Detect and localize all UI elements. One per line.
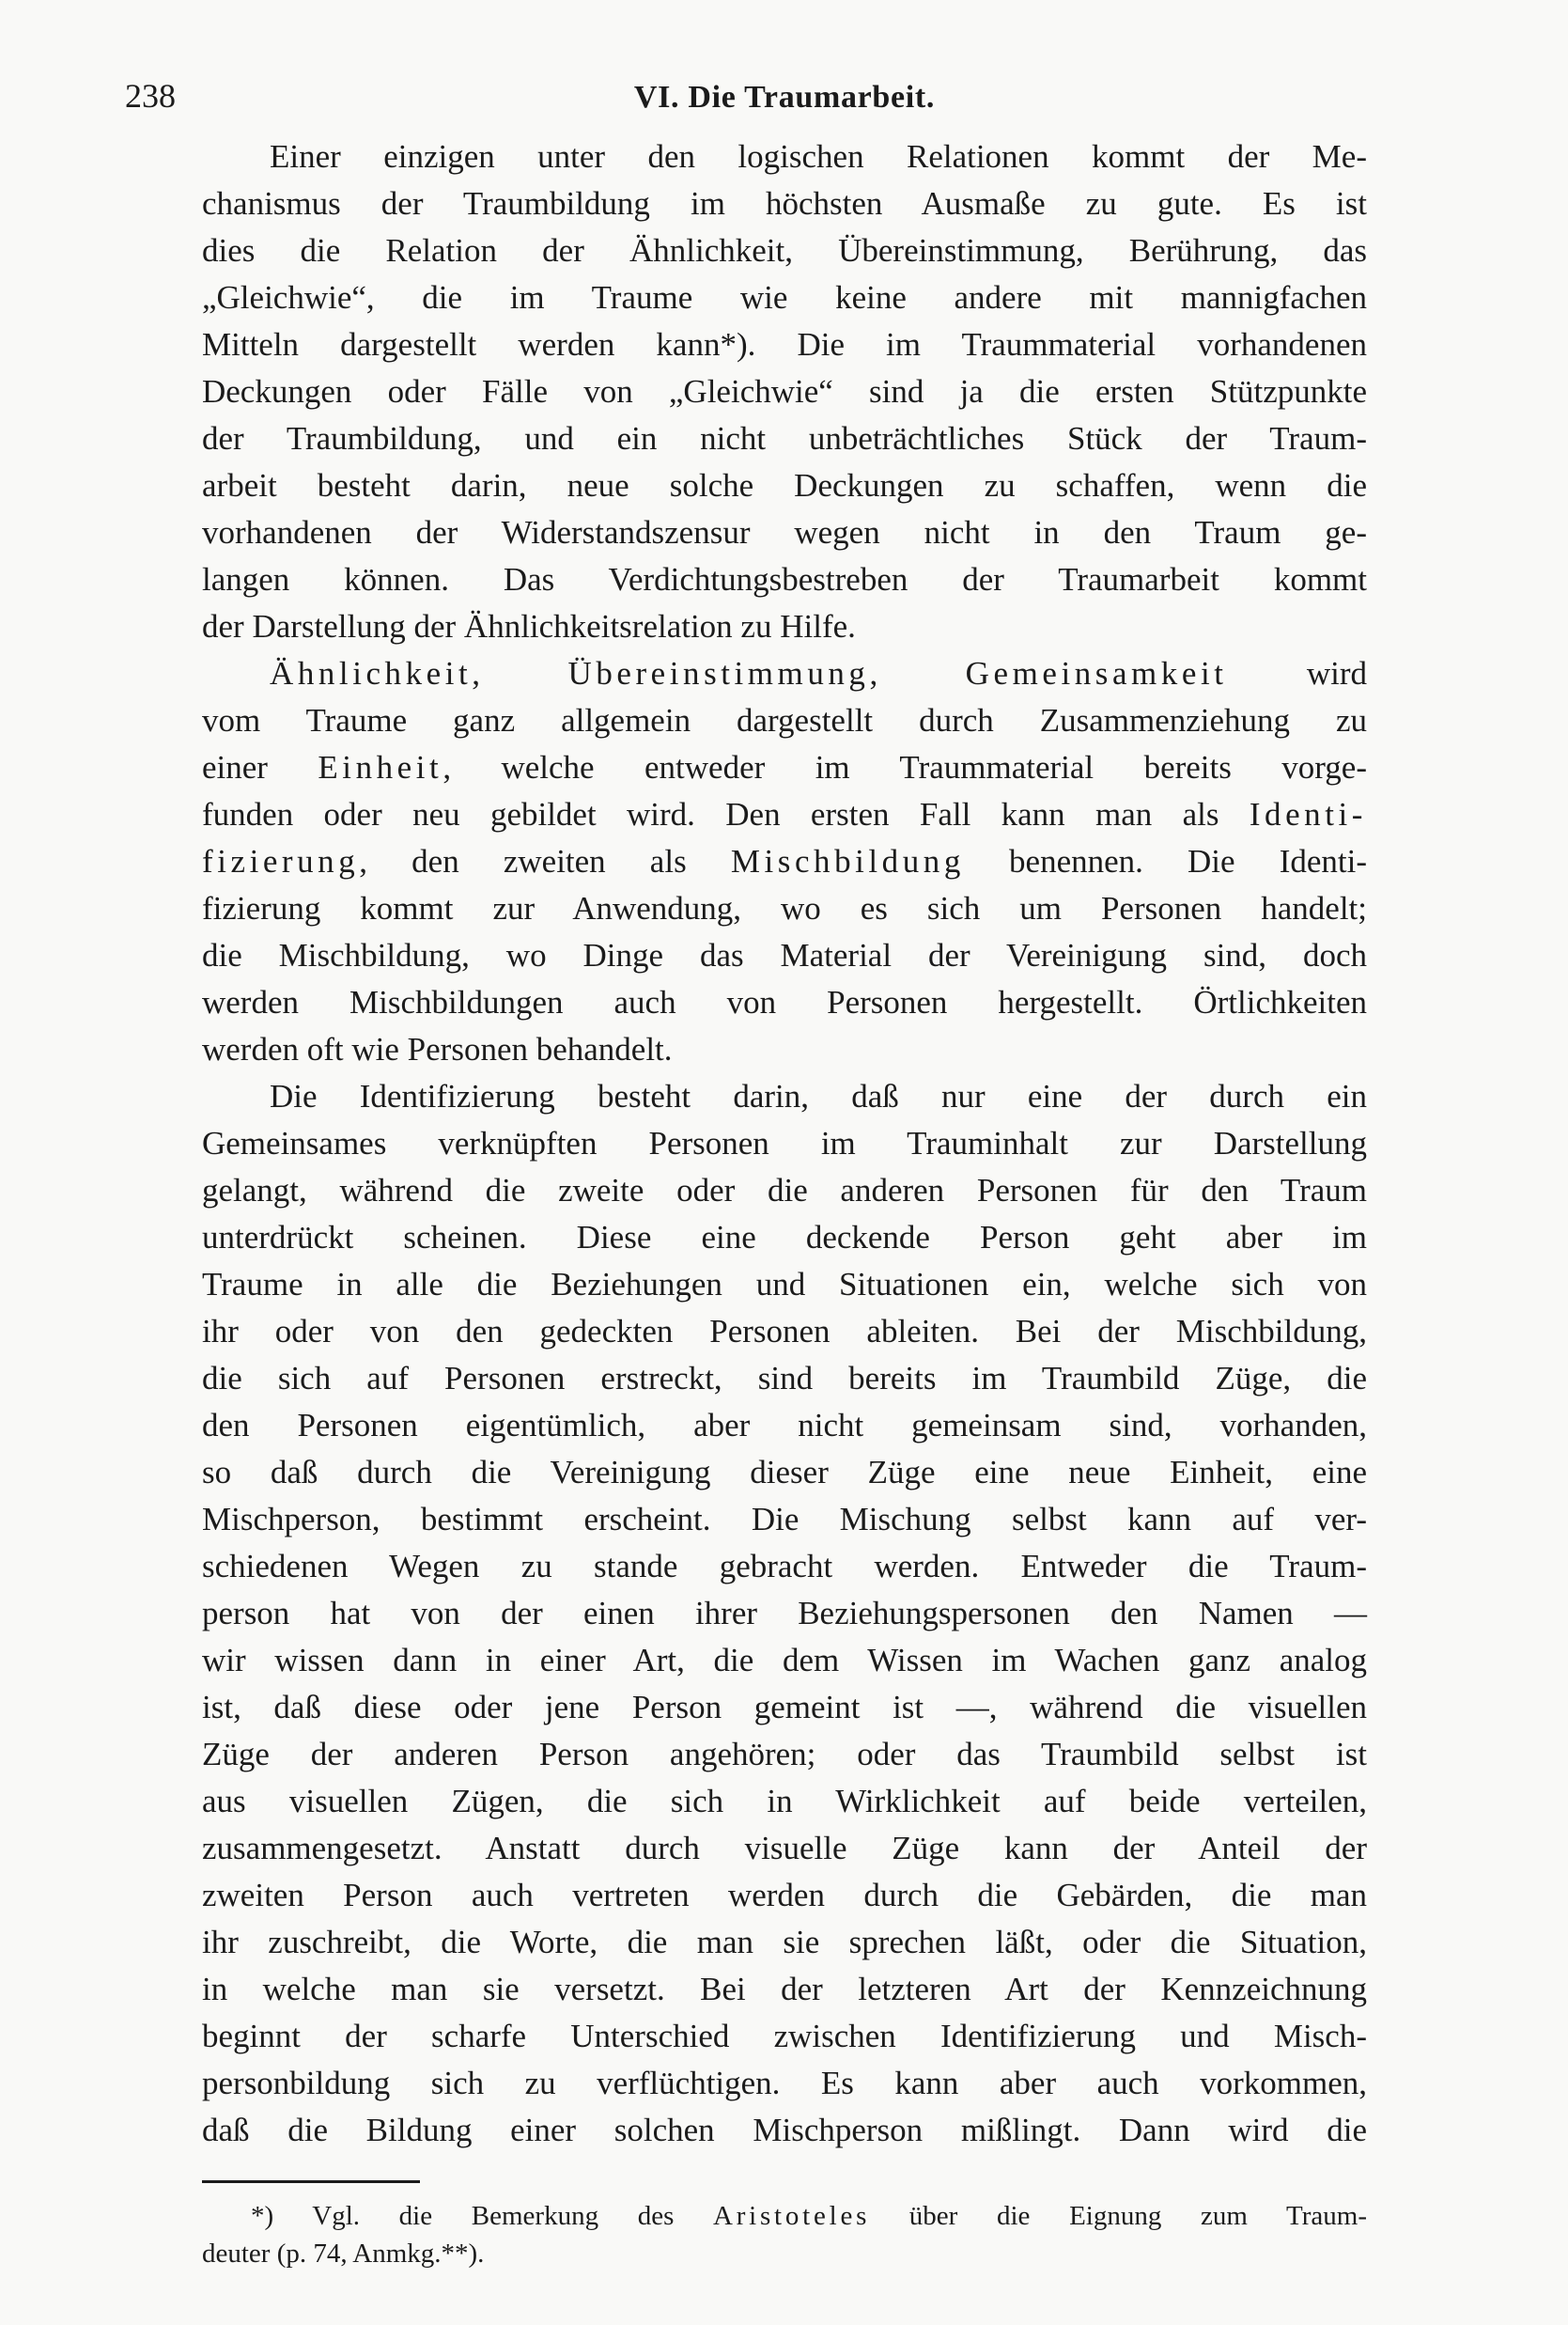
- footnote-rule: [202, 2180, 420, 2183]
- text-line: zusammengesetzt. Anstatt durch visuelle Züge kann der Anteil der: [202, 1830, 1367, 1866]
- text-line: werden Mischbildungen auch von Personen hergestellt. Örtlichkeiten: [202, 984, 1367, 1021]
- letterspaced-emphasis: fizierung: [202, 843, 360, 880]
- text-line: werden oft wie Personen behandelt.: [202, 1031, 673, 1068]
- letterspaced-emphasis: Mischbildung: [730, 843, 965, 880]
- text-line: Traume in alle die Beziehungen und Situationen ein, welche sich von: [202, 1266, 1367, 1303]
- text-line: Gemeinsames verknüpften Personen im Trauminhalt zur Darstellung: [202, 1125, 1367, 1162]
- text-line: Mitteln dargestellt werden kann*). Die im Traummaterial vorhandenen: [202, 326, 1367, 363]
- text-line: ihr oder von den gedeckten Personen ableiten. Bei der Mischbildung,: [202, 1313, 1367, 1350]
- letterspaced-emphasis: Identi-: [1249, 796, 1367, 833]
- letterspaced-emphasis: Ähnlichkeit, Übereinstimmung, Gemeinsamkeit: [270, 655, 1228, 692]
- text-line: in welche man sie versetzt. Bei der letzteren Art der Kennzeichnung: [202, 1971, 1367, 2007]
- text-line: Ähnlichkeit, Übereinstimmung, Gemeinsamkeit wird: [270, 655, 1368, 692]
- text-line: personbildung sich zu verflüchtigen. Es kann aber auch vorkommen,: [202, 2065, 1367, 2101]
- text-line: zweiten Person auch vertreten werden durch die Gebärden, die man: [202, 1877, 1367, 1913]
- paragraph: [202, 133, 1367, 650]
- text-line: deuter (p. 74, Anmkg.**).: [202, 2239, 485, 2269]
- paragraph: [202, 650, 1367, 1073]
- text-line: fizierung, den zweiten als Mischbildung benennen. Die Identi-: [202, 843, 1367, 880]
- text-line: daß die Bildung einer solchen Mischperson mißlingt. Dann wird die: [202, 2112, 1367, 2148]
- text-line: chanismus der Traumbildung im höchsten Ausmaße zu gute. Es ist: [202, 185, 1367, 222]
- text-line: der Darstellung der Ähnlichkeitsrelation zu Hilfe.: [202, 608, 856, 645]
- text-line: Mischperson, bestimmt erscheint. Die Mischung selbst kann auf ver-: [202, 1501, 1367, 1537]
- text-line: funden oder neu gebildet wird. Den ersten Fall kann man als Identi-: [202, 796, 1367, 833]
- letterspaced-emphasis: Einheit: [318, 749, 443, 786]
- text-line: ist, daß diese oder jene Person gemeint ist —, während die visuellen: [202, 1689, 1367, 1725]
- text-line: dies die Relation der Ähnlichkeit, Übereinstimmung, Berührung, das: [202, 232, 1367, 269]
- page-number: 238: [125, 77, 176, 115]
- text-line: Einer einzigen unter den logischen Relationen kommt der Me-: [270, 138, 1367, 175]
- text-line: der Traumbildung, und ein nicht unbeträchtliches Stück der Traum-: [202, 420, 1367, 457]
- text-line: aus visuellen Zügen, die sich in Wirklichkeit auf beide verteilen,: [202, 1783, 1367, 1819]
- text-line: einer Einheit, welche entweder im Traummaterial bereits vorge-: [202, 749, 1367, 786]
- text-line: fizierung kommt zur Anwendung, wo es sich um Personen handelt;: [202, 890, 1367, 927]
- page-body: [202, 133, 1367, 2154]
- text-line: *) Vgl. die Bemerkung des Aristoteles über die Eignung zum Traum-: [251, 2201, 1367, 2231]
- text-line: die Mischbildung, wo Dinge das Material der Vereinigung sind, doch: [202, 937, 1367, 974]
- text-line: ihr zuschreibt, die Worte, die man sie sprechen läßt, oder die Situation,: [202, 1924, 1367, 1960]
- text-line: so daß durch die Vereinigung dieser Züge eine neue Einheit, eine: [202, 1454, 1367, 1490]
- running-header: VI. Die Traumarbeit.: [633, 80, 936, 115]
- paragraph: [202, 2197, 1367, 2272]
- text-line: arbeit besteht darin, neue solche Deckungen zu schaffen, wenn die: [202, 467, 1367, 504]
- text-line: Die Identifizierung besteht darin, daß nur eine der durch ein: [270, 1078, 1367, 1115]
- text-line: die sich auf Personen erstreckt, sind bereits im Traumbild Züge, die: [202, 1360, 1367, 1397]
- text-line: „Gleichwie“, die im Traume wie keine andere mit mannigfachen: [202, 279, 1367, 316]
- text-line: unterdrückt scheinen. Diese eine deckende Person geht aber im: [202, 1219, 1367, 1256]
- paragraph: [202, 1073, 1367, 2154]
- text-line: schiedenen Wegen zu stande gebracht werden. Entweder die Traum-: [202, 1548, 1367, 1584]
- text-line: gelangt, während die zweite oder die anderen Personen für den Traum: [202, 1172, 1367, 1209]
- text-line: vorhandenen der Widerstandszensur wegen nicht in den Traum ge-: [202, 514, 1367, 551]
- text-line: person hat von der einen ihrer Beziehungspersonen den Namen —: [202, 1595, 1367, 1631]
- text-line: wir wissen dann in einer Art, die dem Wissen im Wachen ganz analog: [202, 1642, 1367, 1678]
- footnote-text: [202, 2197, 1367, 2272]
- letterspaced-emphasis: Aristoteles: [713, 2201, 871, 2231]
- text-line: Züge der anderen Person angehören; oder das Traumbild selbst ist: [202, 1736, 1367, 1772]
- text-line: beginnt der scharfe Unterschied zwischen Identifizierung und Misch-: [202, 2018, 1367, 2054]
- text-line: langen können. Das Verdichtungsbestreben der Traumarbeit kommt: [202, 561, 1367, 598]
- text-line: vom Traume ganz allgemein dargestellt durch Zusammenziehung zu: [202, 702, 1367, 739]
- text-line: Deckungen oder Fälle von „Gleichwie“ sind ja die ersten Stützpunkte: [202, 373, 1367, 410]
- text-line: den Personen eigentümlich, aber nicht gemeinsam sind, vorhanden,: [202, 1407, 1367, 1443]
